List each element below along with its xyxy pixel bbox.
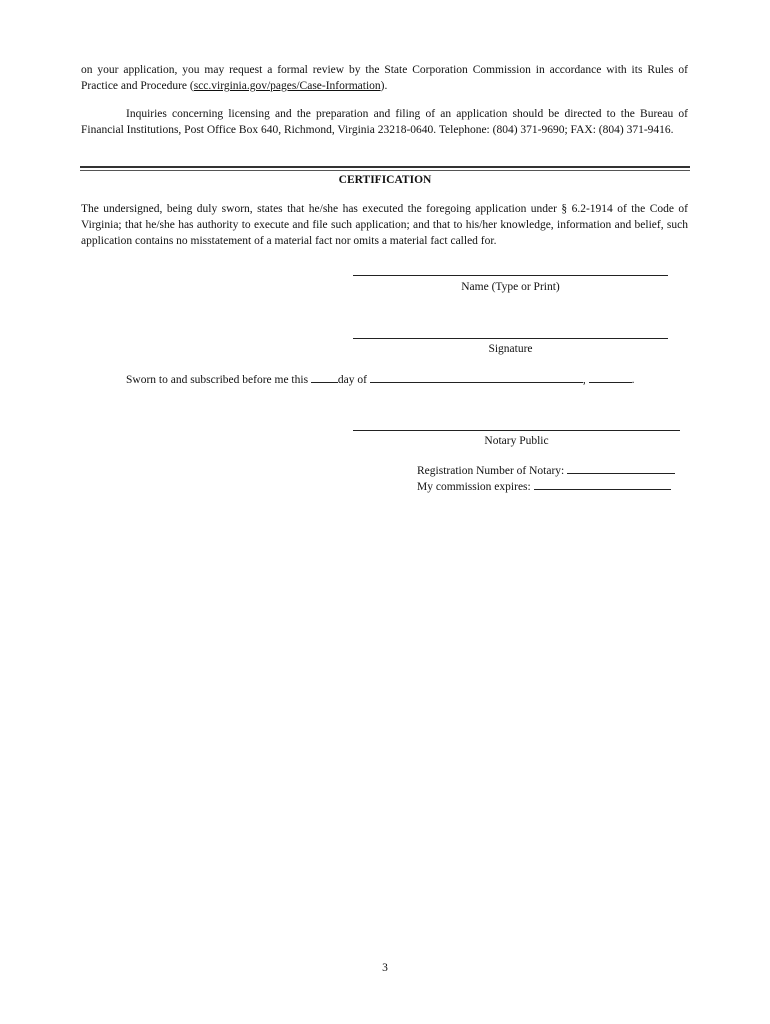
commission-expiry-field[interactable]: [534, 478, 671, 490]
certification-heading: CERTIFICATION: [338, 174, 432, 186]
year-field[interactable]: [589, 371, 632, 383]
name-caption: Name (Type or Print): [461, 281, 560, 293]
signature-caption: Signature: [488, 343, 533, 355]
appeal-text: on your application, you may request a formal review by the State Corporation Commission in accordance with its Rules of Practice and Procedure (: [81, 64, 688, 92]
sworn-prefix: Sworn to and subscribed before me this: [126, 374, 311, 386]
name-field-line[interactable]: [353, 275, 668, 276]
certification-statement: The undersigned, being duly sworn, states that he/she has executed the foregoing application under § 6.2-1914 of the Code of Virginia; that he/she has authority to execute and file such application; and that to his/her knowledge, information and belief, such application contains no misstatement of a material fact nor omits a material fact called for.: [81, 203, 688, 247]
section-divider-thin: [80, 170, 690, 171]
notary-registration-row: [417, 462, 675, 479]
notary-caption: Notary Public: [484, 435, 549, 447]
registration-number-field[interactable]: [567, 462, 675, 474]
signature-field-line[interactable]: [353, 338, 668, 339]
section-divider-thick: [80, 166, 690, 168]
page-number: 3: [382, 962, 388, 974]
month-field[interactable]: [370, 371, 583, 383]
registration-label: Registration Number of Notary:: [417, 465, 568, 477]
notary-signature-line[interactable]: [353, 430, 680, 431]
commission-expiry-row: [417, 478, 671, 495]
day-field[interactable]: [311, 371, 338, 383]
appeal-paragraph: [81, 62, 688, 94]
sworn-statement: [126, 371, 634, 388]
appeal-text-end: ).: [380, 80, 388, 92]
expires-label: My commission expires:: [417, 481, 534, 493]
sworn-end: .: [631, 374, 635, 386]
inquiries-paragraph: Inquiries concerning licensing and the preparation and filing of an application should be directed to the Bureau of Financial Institutions, Post Office Box 640, Richmond, Virginia 23218-0640. Telephone: (804) 371-9690; FAX: (804) 371-9416.: [81, 108, 688, 136]
sworn-comma: ,: [582, 374, 589, 386]
case-information-link[interactable]: scc.virginia.gov/pages/Case-Information: [193, 80, 381, 92]
sworn-day-suffix: day of: [337, 374, 370, 386]
